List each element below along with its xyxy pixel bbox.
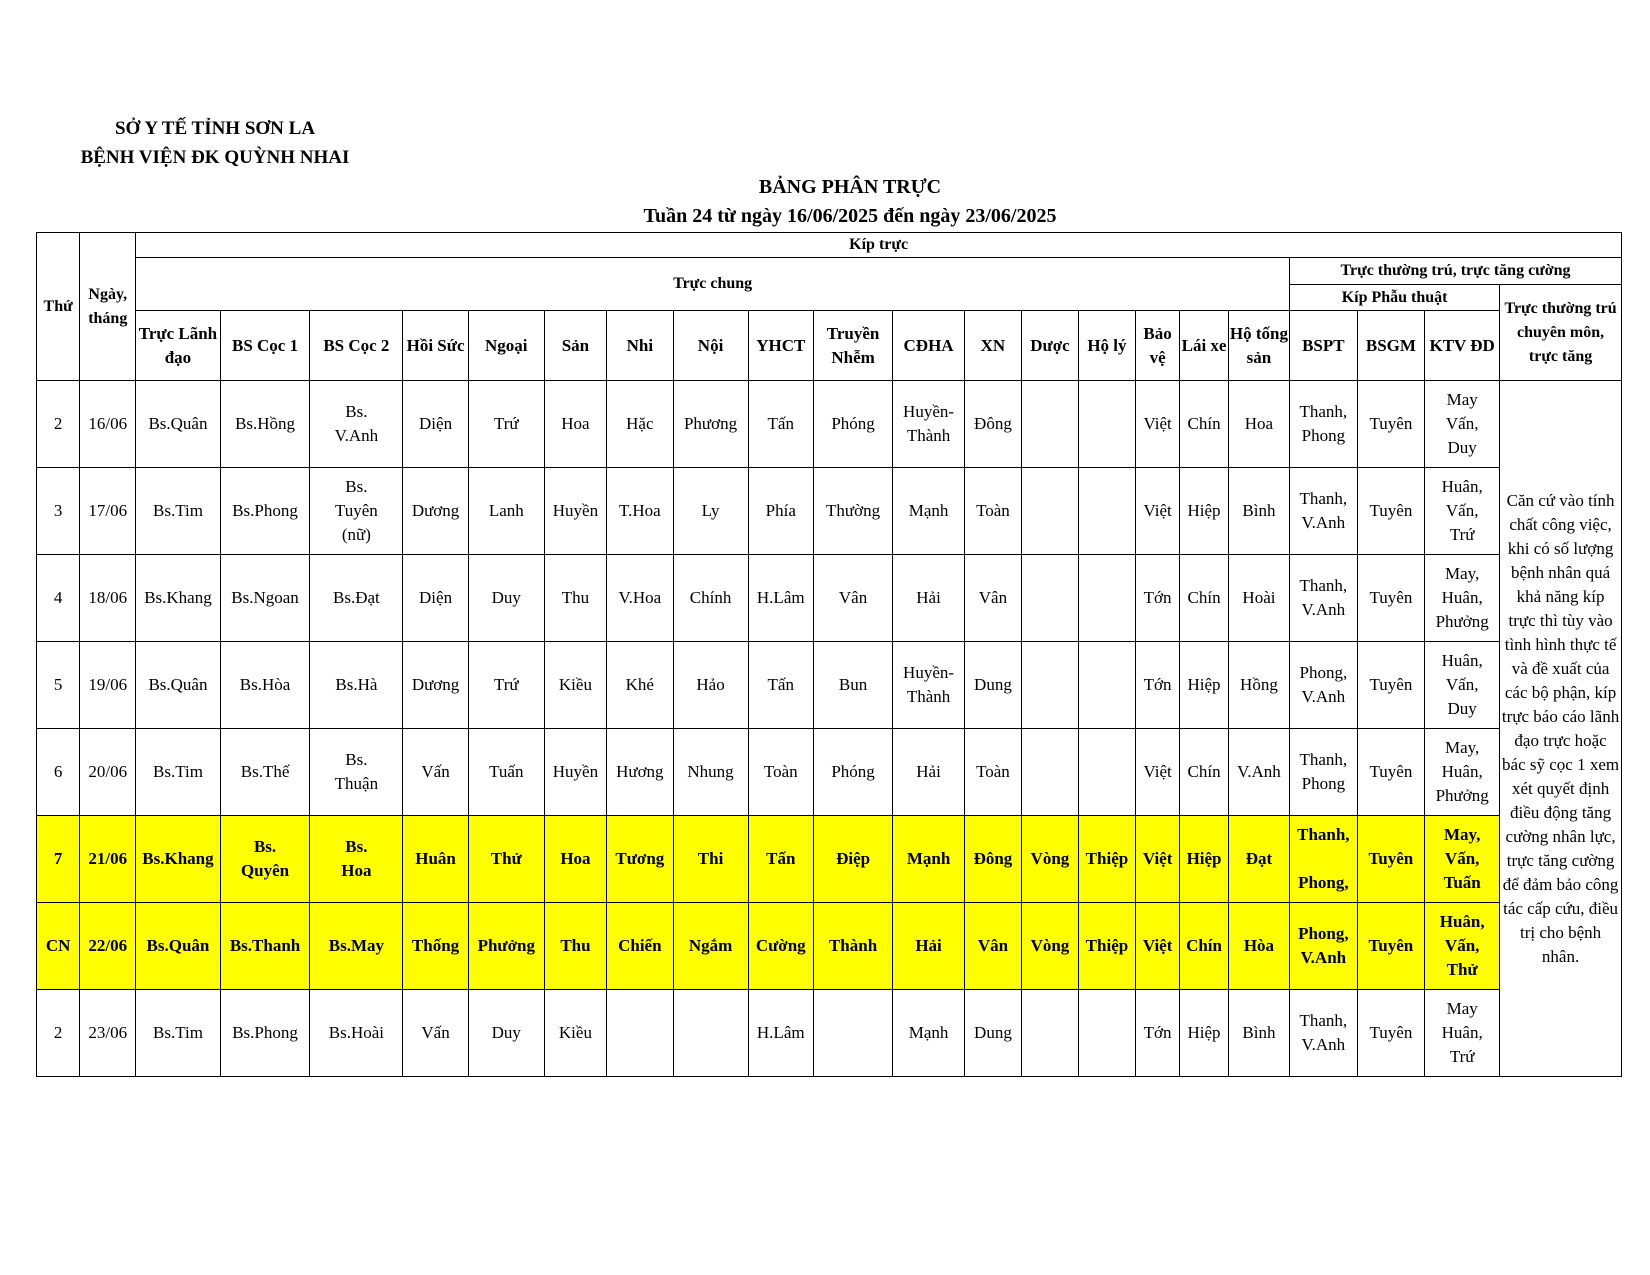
column-header: Hồi Sức <box>403 311 468 381</box>
staff-cell: Tấn <box>748 381 813 468</box>
staff-cell: Bs. Thuận <box>310 729 403 816</box>
staff-cell: Hiệp <box>1180 642 1229 729</box>
column-header: Truyền Nhễm <box>813 311 892 381</box>
staff-cell: Lanh <box>468 468 544 555</box>
schedule-row <box>37 816 1622 903</box>
staff-cell: Thanh, Phong <box>1290 729 1358 816</box>
staff-cell: Tuyên <box>1357 990 1425 1077</box>
day-of-week-cell: 2 <box>37 990 80 1077</box>
staff-cell <box>1078 381 1135 468</box>
header-truc-chuyen-mon: Trực thường trú chuyên môn, trực tăng <box>1500 285 1622 381</box>
surgery-column-header: BSPT <box>1290 311 1358 381</box>
staff-cell: May, Huân, Phưởng <box>1425 729 1500 816</box>
staff-cell: Tớn <box>1135 642 1179 729</box>
column-header: Hộ tống sản <box>1228 311 1289 381</box>
staff-cell: Thanh, V.Anh <box>1290 990 1358 1077</box>
staff-cell: Hặc <box>607 381 674 468</box>
staff-cell: Phóng <box>813 729 892 816</box>
staff-cell: Huân, Vấn, Thử <box>1425 903 1500 990</box>
day-of-week-cell: 5 <box>37 642 80 729</box>
department-name: SỞ Y TẾ TỈNH SƠN LA <box>114 118 316 139</box>
staff-cell: Huân <box>403 816 468 903</box>
staff-cell: Hòa <box>1228 903 1289 990</box>
staff-cell: Thanh, V.Anh <box>1290 555 1358 642</box>
staff-cell: Thanh, Phong, <box>1290 816 1358 903</box>
staff-cell: Thiệp <box>1078 816 1135 903</box>
document-subtitle: Tuần 24 từ ngày 16/06/2025 đến ngày 23/06/2025 <box>643 205 1057 227</box>
staff-cell: Trứ <box>468 642 544 729</box>
staff-cell: Tấn <box>748 642 813 729</box>
staff-cell: Toàn <box>964 729 1021 816</box>
schedule-row <box>37 381 1622 468</box>
staff-cell: Bs.Hà <box>310 642 403 729</box>
staff-cell: Thường <box>813 468 892 555</box>
column-header: Dược <box>1021 311 1078 381</box>
staff-cell: Thanh, Phong <box>1290 381 1358 468</box>
staff-cell: Chín <box>1180 903 1229 990</box>
staff-cell: Bs.Đạt <box>310 555 403 642</box>
staff-cell: Cường <box>748 903 813 990</box>
staff-cell: Đông <box>964 381 1021 468</box>
staff-cell: Bs.Phong <box>220 990 310 1077</box>
staff-cell: Dương <box>403 642 468 729</box>
staff-cell: T.Hoa <box>607 468 674 555</box>
staff-cell: May, Huân, Phưởng <box>1425 555 1500 642</box>
staff-cell: Tuấn <box>468 729 544 816</box>
staff-cell: Ngắm <box>673 903 748 990</box>
column-header: Nhi <box>607 311 674 381</box>
staff-cell: Tuyên <box>1357 555 1425 642</box>
staff-cell: Huyền- Thành <box>893 642 965 729</box>
staff-cell: Thử <box>468 816 544 903</box>
staff-cell: Vân <box>964 903 1021 990</box>
staff-cell: Hảo <box>673 642 748 729</box>
date-cell: 19/06 <box>80 642 136 729</box>
day-of-week-cell: 4 <box>37 555 80 642</box>
staff-cell: Bs.Quân <box>136 381 220 468</box>
staff-cell <box>1021 990 1078 1077</box>
staff-cell: Bs. Hoa <box>310 816 403 903</box>
staff-cell: May Vấn, Duy <box>1425 381 1500 468</box>
column-header: BS Cọc 2 <box>310 311 403 381</box>
header-ngay: Ngày, tháng <box>80 233 136 381</box>
staff-cell: Mạnh <box>893 816 965 903</box>
staff-cell: Bs.Phong <box>220 468 310 555</box>
date-cell: 23/06 <box>80 990 136 1077</box>
staff-cell: Tấn <box>748 816 813 903</box>
staff-cell: Phưởng <box>468 903 544 990</box>
staff-cell: V.Anh <box>1228 729 1289 816</box>
staff-cell: Bun <box>813 642 892 729</box>
staff-cell: Duy <box>468 990 544 1077</box>
staff-cell <box>1021 468 1078 555</box>
staff-cell: Bs.Quân <box>136 903 220 990</box>
date-cell: 21/06 <box>80 816 136 903</box>
column-header: BS Cọc 1 <box>220 311 310 381</box>
date-cell: 17/06 <box>80 468 136 555</box>
staff-cell: Huân, Vấn, Trứ <box>1425 468 1500 555</box>
staff-cell: Bs. V.Anh <box>310 381 403 468</box>
date-cell: 16/06 <box>80 381 136 468</box>
schedule-row <box>37 642 1622 729</box>
staff-cell: Việt <box>1135 903 1179 990</box>
staff-cell: Huyền- Thành <box>893 381 965 468</box>
staff-cell: Tuyên <box>1357 816 1425 903</box>
staff-cell: Vấn <box>403 990 468 1077</box>
staff-cell: Tớn <box>1135 990 1179 1077</box>
staff-cell: Hải <box>893 729 965 816</box>
staff-cell: Bs.Quân <box>136 642 220 729</box>
schedule-row <box>37 903 1622 990</box>
staff-cell: Bs.Thế <box>220 729 310 816</box>
column-header: Sản <box>544 311 606 381</box>
header-truc-thuong-tru: Trực thường trú, trực tăng cường <box>1290 258 1622 285</box>
staff-cell: Việt <box>1135 729 1179 816</box>
staff-cell: Diện <box>403 381 468 468</box>
staff-cell: Bs.Thanh <box>220 903 310 990</box>
schedule-row <box>37 555 1622 642</box>
staff-cell: Chín <box>1180 381 1229 468</box>
staff-cell: Hương <box>607 729 674 816</box>
staff-cell: Phía <box>748 468 813 555</box>
staff-cell: Bs.Khang <box>136 816 220 903</box>
document-title: BẢNG PHÂN TRỰC <box>758 176 942 198</box>
date-cell: 20/06 <box>80 729 136 816</box>
schedule-row <box>37 468 1622 555</box>
staff-cell: Chiến <box>607 903 674 990</box>
date-cell: 22/06 <box>80 903 136 990</box>
column-header: Lái xe <box>1180 311 1229 381</box>
column-header: Hộ lý <box>1078 311 1135 381</box>
staff-cell: Kiều <box>544 990 606 1077</box>
staff-cell: Hiệp <box>1180 468 1229 555</box>
staff-cell <box>1078 642 1135 729</box>
staff-cell: Vòng <box>1021 816 1078 903</box>
staff-cell: Hoa <box>1228 381 1289 468</box>
day-of-week-cell: 7 <box>37 816 80 903</box>
staff-cell <box>1078 729 1135 816</box>
staff-cell: Chín <box>1180 729 1229 816</box>
staff-cell: Huân, Vấn, Duy <box>1425 642 1500 729</box>
schedule-row <box>37 729 1622 816</box>
staff-cell: H.Lâm <box>748 990 813 1077</box>
staff-cell: Tớn <box>1135 555 1179 642</box>
staff-cell: Hải <box>893 555 965 642</box>
staff-cell: Dung <box>964 990 1021 1077</box>
staff-cell: Bs.May <box>310 903 403 990</box>
staff-cell: H.Lâm <box>748 555 813 642</box>
hospital-name: BỆNH VIỆN ĐK QUỲNH NHAI <box>80 147 350 168</box>
staff-cell: Khé <box>607 642 674 729</box>
duty-schedule-table <box>36 232 1622 1077</box>
staff-cell: Vấn <box>403 729 468 816</box>
staff-cell: Vân <box>813 555 892 642</box>
surgery-column-header: KTV ĐD <box>1425 311 1500 381</box>
staff-cell: Thu <box>544 903 606 990</box>
column-header: CĐHA <box>893 311 965 381</box>
staff-cell: Dung <box>964 642 1021 729</box>
staff-cell: Chính <box>673 555 748 642</box>
day-of-week-cell: CN <box>37 903 80 990</box>
staff-cell: Tuyên <box>1357 468 1425 555</box>
staff-cell: Tương <box>607 816 674 903</box>
staff-cell <box>1021 381 1078 468</box>
staff-cell: Bs. Tuyên (nữ) <box>310 468 403 555</box>
staff-cell: Bs.Tim <box>136 729 220 816</box>
staff-cell: Thống <box>403 903 468 990</box>
staff-cell <box>1021 555 1078 642</box>
staff-cell: Thu <box>544 555 606 642</box>
column-header: Ngoại <box>468 311 544 381</box>
staff-cell: Toàn <box>964 468 1021 555</box>
staff-cell: Vân <box>964 555 1021 642</box>
staff-cell: Nhung <box>673 729 748 816</box>
staff-cell: Vòng <box>1021 903 1078 990</box>
staff-cell: Bs.Khang <box>136 555 220 642</box>
staff-cell: Đạt <box>1228 816 1289 903</box>
staff-cell: Bs.Hòa <box>220 642 310 729</box>
staff-cell: Tuyên <box>1357 903 1425 990</box>
staff-cell: Duy <box>468 555 544 642</box>
staff-cell: Bs.Hoài <box>310 990 403 1077</box>
staff-cell: Việt <box>1135 381 1179 468</box>
staff-cell: Việt <box>1135 816 1179 903</box>
staff-cell: Bình <box>1228 990 1289 1077</box>
staff-cell: Diện <box>403 555 468 642</box>
date-cell: 18/06 <box>80 555 136 642</box>
header-kip-phau-thuat: Kíp Phẫu thuật <box>1290 285 1500 311</box>
staff-cell: Hải <box>893 903 965 990</box>
staff-cell <box>607 990 674 1077</box>
staff-cell: Bs.Tim <box>136 990 220 1077</box>
day-of-week-cell: 6 <box>37 729 80 816</box>
column-header: Nội <box>673 311 748 381</box>
staff-cell: Phóng <box>813 381 892 468</box>
surgery-column-header: BSGM <box>1357 311 1425 381</box>
staff-cell: Bs.Hồng <box>220 381 310 468</box>
staff-cell: Mạnh <box>893 468 965 555</box>
column-header: YHCT <box>748 311 813 381</box>
column-header: Bảo vệ <box>1135 311 1179 381</box>
staff-cell: Bs.Tim <box>136 468 220 555</box>
staff-cell: Thiệp <box>1078 903 1135 990</box>
staff-cell: Hiệp <box>1180 816 1229 903</box>
header-truc-chung: Trực chung <box>136 258 1290 311</box>
column-header: XN <box>964 311 1021 381</box>
header-thu: Thứ <box>37 233 80 381</box>
staff-cell: Hoài <box>1228 555 1289 642</box>
staff-cell: Trứ <box>468 381 544 468</box>
note-cell: Căn cứ vào tính chất công việc, khi có số lượng bệnh nhân quá khả năng kíp trực thì tùy vào tình hình thực tế và đề xuất của các bộ phận, kíp trực báo cáo lãnh đạo trực hoặc bác sỹ cọc 1 xem xét quyết định điều động tăng cường nhân lực, trực tăng cường để đảm bảo công tác cấp cứu, điều trị cho bệnh nhân. <box>1500 381 1622 1077</box>
staff-cell: Thi <box>673 816 748 903</box>
staff-cell <box>673 990 748 1077</box>
staff-cell: Đông <box>964 816 1021 903</box>
staff-cell: Phong, V.Anh <box>1290 903 1358 990</box>
header-kip-truc: Kíp trực <box>136 233 1622 258</box>
day-of-week-cell: 3 <box>37 468 80 555</box>
staff-cell: Chín <box>1180 555 1229 642</box>
staff-cell: Toàn <box>748 729 813 816</box>
staff-cell <box>1078 555 1135 642</box>
staff-cell: Huyền <box>544 468 606 555</box>
staff-cell: Thành <box>813 903 892 990</box>
staff-cell: V.Hoa <box>607 555 674 642</box>
staff-cell: Phương <box>673 381 748 468</box>
staff-cell: Ly <box>673 468 748 555</box>
staff-cell <box>1021 642 1078 729</box>
staff-cell: May, Vấn, Tuấn <box>1425 816 1500 903</box>
staff-cell: Tuyên <box>1357 642 1425 729</box>
staff-cell: Mạnh <box>893 990 965 1077</box>
column-header: Trực Lãnh đạo <box>136 311 220 381</box>
staff-cell <box>1078 468 1135 555</box>
staff-cell: Hoa <box>544 816 606 903</box>
staff-cell: Kiều <box>544 642 606 729</box>
staff-cell: Huyền <box>544 729 606 816</box>
staff-cell: Hồng <box>1228 642 1289 729</box>
staff-cell: Hiệp <box>1180 990 1229 1077</box>
staff-cell: Dương <box>403 468 468 555</box>
staff-cell <box>1021 729 1078 816</box>
day-of-week-cell: 2 <box>37 381 80 468</box>
staff-cell: Tuyên <box>1357 381 1425 468</box>
staff-cell <box>813 990 892 1077</box>
staff-cell: Bình <box>1228 468 1289 555</box>
staff-cell: Tuyên <box>1357 729 1425 816</box>
staff-cell: Điệp <box>813 816 892 903</box>
staff-cell: Bs.Ngoan <box>220 555 310 642</box>
schedule-row <box>37 990 1622 1077</box>
staff-cell <box>1078 990 1135 1077</box>
staff-cell: Phong, V.Anh <box>1290 642 1358 729</box>
staff-cell: Thanh, V.Anh <box>1290 468 1358 555</box>
staff-cell: Bs. Quyên <box>220 816 310 903</box>
staff-cell: May Huân, Trứ <box>1425 990 1500 1077</box>
organization-header <box>50 114 380 172</box>
staff-cell: Việt <box>1135 468 1179 555</box>
staff-cell: Hoa <box>544 381 606 468</box>
